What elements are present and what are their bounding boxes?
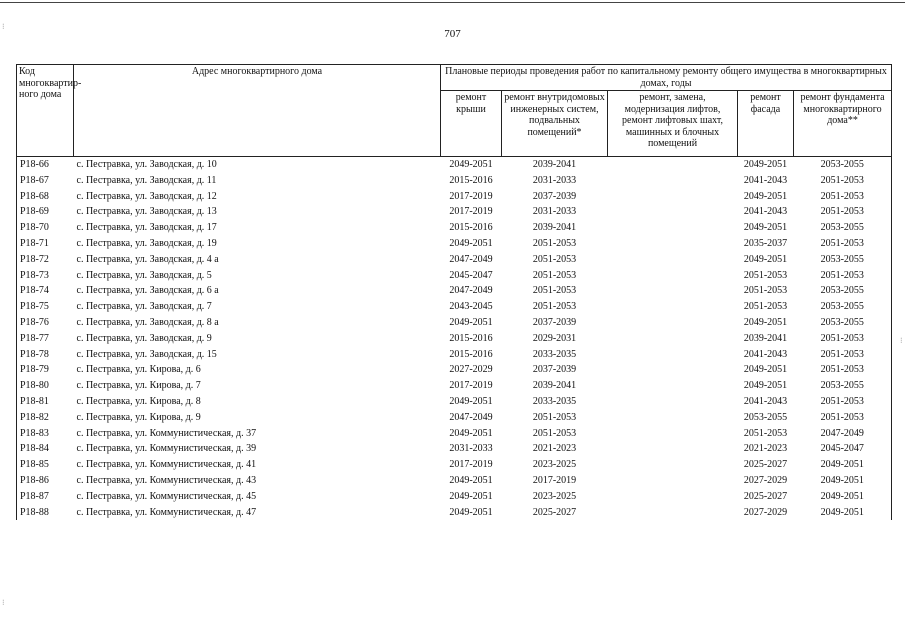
cell-systems: 2051-2053 bbox=[532, 427, 577, 439]
cell-lifts bbox=[608, 457, 738, 473]
cell-roof: 2049-2051 bbox=[449, 506, 493, 518]
top-rule bbox=[0, 2, 905, 3]
cell-address: с. Пестравка, ул. Заводская, д. 15 bbox=[76, 348, 217, 360]
cell-foundation: 2049-2051 bbox=[794, 505, 892, 521]
cell-foundation: 2053-2055 bbox=[794, 220, 892, 236]
cell-systems: 2029-2031 bbox=[532, 332, 577, 344]
table-row bbox=[17, 441, 892, 457]
cell-lifts bbox=[608, 394, 738, 410]
table-row bbox=[17, 189, 892, 205]
cell-lifts bbox=[608, 378, 738, 394]
cell-foundation: 2053-2055 bbox=[794, 252, 892, 268]
scan-mark: ⁝ bbox=[900, 336, 903, 345]
table-row bbox=[17, 204, 892, 220]
table-row bbox=[17, 299, 892, 315]
cell-facade: 2025-2027 bbox=[743, 459, 788, 471]
cell-lifts bbox=[608, 362, 738, 378]
cell-foundation: 2051-2053 bbox=[794, 394, 892, 410]
cell-lifts bbox=[608, 331, 738, 347]
cell-code: Р18-71 bbox=[17, 236, 74, 252]
cell-roof: 2027-2029 bbox=[449, 364, 493, 376]
cell-address: с. Пестравка, ул. Заводская, д. 9 bbox=[76, 332, 212, 344]
cell-facade: 2041-2043 bbox=[743, 174, 788, 186]
cell-roof: 2047-2049 bbox=[449, 285, 493, 297]
cell-code: Р18-82 bbox=[17, 410, 74, 426]
cell-facade: 2049-2051 bbox=[743, 253, 788, 265]
cell-foundation: 2045-2047 bbox=[794, 441, 892, 457]
cell-address: с. Пестравка, ул. Коммунистическая, д. 43 bbox=[76, 474, 257, 486]
cell-foundation: 2051-2053 bbox=[794, 347, 892, 363]
cell-systems: 2039-2041 bbox=[532, 222, 577, 234]
table-row bbox=[17, 457, 892, 473]
cell-roof: 2049-2051 bbox=[449, 159, 493, 170]
cell-facade: 2035-2037 bbox=[743, 237, 788, 249]
cell-address: с. Пестравка, ул. Заводская, д. 13 bbox=[76, 206, 217, 218]
cell-lifts bbox=[608, 173, 738, 189]
table-row bbox=[17, 378, 892, 394]
cell-facade: 2051-2053 bbox=[743, 269, 788, 281]
cell-lifts bbox=[608, 410, 738, 426]
cell-lifts bbox=[608, 505, 738, 521]
cell-lifts bbox=[608, 489, 738, 505]
table-row bbox=[17, 473, 892, 489]
cell-systems: 2033-2035 bbox=[532, 348, 577, 360]
cell-systems: 2023-2025 bbox=[532, 490, 577, 502]
cell-foundation: 2049-2051 bbox=[794, 473, 892, 489]
cell-code: Р18-88 bbox=[17, 505, 74, 521]
cell-systems: 2051-2053 bbox=[532, 411, 577, 423]
cell-code: Р18-86 bbox=[17, 473, 74, 489]
cell-address: с. Пестравка, ул. Кирова, д. 7 bbox=[76, 380, 201, 392]
cell-roof: 2047-2049 bbox=[449, 411, 493, 423]
cell-lifts bbox=[608, 252, 738, 268]
cell-code: Р18-77 bbox=[17, 331, 74, 347]
cell-facade: 2039-2041 bbox=[743, 332, 788, 344]
cell-roof: 2031-2033 bbox=[449, 443, 493, 455]
cell-systems: 2051-2053 bbox=[532, 285, 577, 297]
cell-facade: 2051-2053 bbox=[743, 285, 788, 297]
header-systems: ремонт внутридомовых инженерных систем, подвальных помещений* bbox=[502, 91, 608, 157]
cell-code: Р18-85 bbox=[17, 457, 74, 473]
cell-roof: 2049-2051 bbox=[449, 395, 493, 407]
cell-lifts bbox=[608, 315, 738, 331]
cell-foundation: 2053-2055 bbox=[794, 378, 892, 394]
table-row bbox=[17, 410, 892, 426]
cell-foundation: 2051-2053 bbox=[794, 331, 892, 347]
cell-foundation: 2051-2053 bbox=[794, 173, 892, 189]
cell-roof: 2017-2019 bbox=[449, 190, 493, 202]
cell-facade: 2041-2043 bbox=[743, 348, 788, 360]
cell-code: Р18-79 bbox=[17, 362, 74, 378]
cell-address: с. Пестравка, ул. Кирова, д. 6 bbox=[76, 364, 201, 376]
cell-address: с. Пестравка, ул. Заводская, д. 6 а bbox=[76, 285, 219, 297]
cell-facade: 2027-2029 bbox=[743, 506, 788, 518]
table-row bbox=[17, 362, 892, 378]
cell-foundation: 2053-2055 bbox=[794, 315, 892, 331]
cell-facade: 2049-2051 bbox=[743, 159, 788, 170]
cell-facade: 2041-2043 bbox=[743, 206, 788, 218]
cell-address: с. Пестравка, ул. Коммунистическая, д. 37 bbox=[76, 427, 257, 439]
cell-lifts bbox=[608, 283, 738, 299]
cell-systems: 2031-2033 bbox=[532, 174, 577, 186]
cell-systems: 2021-2023 bbox=[532, 443, 577, 455]
cell-foundation: 2051-2053 bbox=[794, 410, 892, 426]
header-roof: ремонт крыши bbox=[441, 91, 502, 157]
cell-lifts bbox=[608, 189, 738, 205]
cell-systems: 2031-2033 bbox=[532, 206, 577, 218]
cell-lifts bbox=[608, 426, 738, 442]
cell-code: Р18-68 bbox=[17, 189, 74, 205]
cell-systems: 2039-2041 bbox=[532, 159, 577, 170]
cell-roof: 2015-2016 bbox=[449, 222, 493, 234]
cell-foundation: 2049-2051 bbox=[794, 457, 892, 473]
table-row bbox=[17, 347, 892, 363]
cell-lifts bbox=[608, 299, 738, 315]
cell-systems: 2051-2053 bbox=[532, 237, 577, 249]
cell-code: Р18-76 bbox=[17, 315, 74, 331]
table-row bbox=[17, 489, 892, 505]
cell-lifts bbox=[608, 157, 738, 173]
cell-code: Р18-84 bbox=[17, 441, 74, 457]
cell-facade: 2021-2023 bbox=[743, 443, 788, 455]
cell-systems: 2051-2053 bbox=[532, 253, 577, 265]
cell-lifts bbox=[608, 236, 738, 252]
cell-address: с. Пестравка, ул. Кирова, д. 9 bbox=[76, 411, 201, 423]
cell-roof: 2017-2019 bbox=[449, 459, 493, 471]
page-number: 707 bbox=[444, 28, 461, 40]
cell-roof: 2049-2051 bbox=[449, 316, 493, 328]
cell-facade: 2027-2029 bbox=[743, 474, 788, 486]
cell-systems: 2037-2039 bbox=[532, 364, 577, 376]
repair-schedule-table bbox=[16, 64, 892, 520]
table-row bbox=[17, 220, 892, 236]
cell-lifts bbox=[608, 347, 738, 363]
cell-systems: 2033-2035 bbox=[532, 395, 577, 407]
cell-roof: 2047-2049 bbox=[449, 253, 493, 265]
cell-address: с. Пестравка, ул. Заводская, д. 11 bbox=[76, 174, 217, 186]
cell-lifts bbox=[608, 204, 738, 220]
cell-foundation: 2053-2055 bbox=[794, 283, 892, 299]
cell-roof: 2049-2051 bbox=[449, 237, 493, 249]
cell-facade: 2051-2053 bbox=[743, 427, 788, 439]
header-facade: ремонт фасада bbox=[738, 91, 794, 157]
cell-foundation: 2051-2053 bbox=[794, 268, 892, 284]
cell-code: Р18-70 bbox=[17, 220, 74, 236]
table-row bbox=[17, 157, 892, 173]
header-address: Адрес многоквартирного дома bbox=[74, 65, 441, 157]
cell-systems: 2051-2053 bbox=[532, 301, 577, 313]
cell-lifts bbox=[608, 220, 738, 236]
table-row bbox=[17, 331, 892, 347]
cell-code: Р18-67 bbox=[17, 173, 74, 189]
cell-code: Р18-72 bbox=[17, 252, 74, 268]
table-row bbox=[17, 268, 892, 284]
cell-lifts bbox=[608, 473, 738, 489]
cell-address: с. Пестравка, ул. Заводская, д. 10 bbox=[76, 159, 217, 170]
cell-code: Р18-74 bbox=[17, 283, 74, 299]
cell-address: с. Пестравка, ул. Заводская, д. 17 bbox=[76, 222, 217, 234]
cell-systems: 2017-2019 bbox=[532, 474, 577, 486]
cell-address: с. Пестравка, ул. Коммунистическая, д. 47 bbox=[76, 506, 257, 518]
cell-address: с. Пестравка, ул. Кирова, д. 8 bbox=[76, 395, 201, 407]
table-row bbox=[17, 426, 892, 442]
cell-code: Р18-75 bbox=[17, 299, 74, 315]
cell-code: Р18-83 bbox=[17, 426, 74, 442]
cell-lifts bbox=[608, 268, 738, 284]
cell-facade: 2041-2043 bbox=[743, 395, 788, 407]
cell-foundation: 2053-2055 bbox=[794, 299, 892, 315]
cell-code: Р18-73 bbox=[17, 268, 74, 284]
scan-mark: ⁝ bbox=[2, 22, 5, 31]
cell-roof: 2049-2051 bbox=[449, 490, 493, 502]
cell-address: с. Пестравка, ул. Заводская, д. 4 а bbox=[76, 253, 219, 265]
cell-roof: 2017-2019 bbox=[449, 206, 493, 218]
cell-address: с. Пестравка, ул. Заводская, д. 5 bbox=[76, 269, 212, 281]
cell-address: с. Пестравка, ул. Коммунистическая, д. 45 bbox=[76, 490, 257, 502]
cell-code: Р18-87 bbox=[17, 489, 74, 505]
cell-roof: 2017-2019 bbox=[449, 380, 493, 392]
table-row bbox=[17, 505, 892, 521]
header-lifts: ремонт, замена, модернизация лифтов, ремонт лифтовых шахт, машинных и блочных помещений bbox=[608, 91, 738, 157]
cell-address: с. Пестравка, ул. Заводская, д. 7 bbox=[76, 301, 212, 313]
cell-code: Р18-78 bbox=[17, 347, 74, 363]
cell-address: с. Пестравка, ул. Заводская, д. 12 bbox=[76, 190, 217, 202]
cell-roof: 2049-2051 bbox=[449, 427, 493, 439]
table-row bbox=[17, 173, 892, 189]
cell-foundation: 2049-2051 bbox=[794, 489, 892, 505]
cell-foundation: 2051-2053 bbox=[794, 236, 892, 252]
cell-facade: 2025-2027 bbox=[743, 490, 788, 502]
cell-systems: 2037-2039 bbox=[532, 316, 577, 328]
cell-address: с. Пестравка, ул. Заводская, д. 19 bbox=[76, 237, 217, 249]
cell-foundation: 2051-2053 bbox=[794, 204, 892, 220]
cell-roof: 2049-2051 bbox=[449, 474, 493, 486]
cell-facade: 2053-2055 bbox=[743, 411, 788, 423]
cell-foundation: 2051-2053 bbox=[794, 189, 892, 205]
cell-roof: 2045-2047 bbox=[449, 269, 493, 281]
table-row bbox=[17, 283, 892, 299]
cell-systems: 2023-2025 bbox=[532, 459, 577, 471]
cell-foundation: 2051-2053 bbox=[794, 362, 892, 378]
cell-roof: 2015-2016 bbox=[449, 348, 493, 360]
cell-facade: 2049-2051 bbox=[743, 380, 788, 392]
cell-facade: 2049-2051 bbox=[743, 364, 788, 376]
table-row bbox=[17, 252, 892, 268]
cell-facade: 2051-2053 bbox=[743, 301, 788, 313]
cell-facade: 2049-2051 bbox=[743, 316, 788, 328]
table-row bbox=[17, 315, 892, 331]
cell-foundation: 2053-2055 bbox=[794, 157, 892, 173]
cell-systems: 2025-2027 bbox=[532, 506, 577, 518]
cell-foundation: 2047-2049 bbox=[794, 426, 892, 442]
cell-roof: 2015-2016 bbox=[449, 174, 493, 186]
header-code: Код многоквартир-ного дома bbox=[17, 65, 74, 157]
cell-code: Р18-69 bbox=[17, 204, 74, 220]
scan-mark: ⁝ bbox=[2, 598, 5, 607]
cell-code: Р18-66 bbox=[17, 157, 74, 173]
cell-facade: 2049-2051 bbox=[743, 222, 788, 234]
table-body bbox=[17, 157, 892, 521]
cell-roof: 2015-2016 bbox=[449, 332, 493, 344]
cell-address: с. Пестравка, ул. Заводская, д. 8 а bbox=[76, 316, 219, 328]
cell-facade: 2049-2051 bbox=[743, 190, 788, 202]
header-periods: Плановые периоды проведения работ по капитальному ремонту общего имущества в многоквартирных домах, годы bbox=[441, 65, 892, 91]
cell-roof: 2043-2045 bbox=[449, 301, 493, 313]
table-row bbox=[17, 236, 892, 252]
cell-lifts bbox=[608, 441, 738, 457]
cell-code: Р18-81 bbox=[17, 394, 74, 410]
cell-systems: 2037-2039 bbox=[532, 190, 577, 202]
table-row bbox=[17, 394, 892, 410]
cell-systems: 2039-2041 bbox=[532, 380, 577, 392]
cell-code: Р18-80 bbox=[17, 378, 74, 394]
cell-systems: 2051-2053 bbox=[532, 269, 577, 281]
cell-address: с. Пестравка, ул. Коммунистическая, д. 39 bbox=[76, 443, 257, 455]
cell-address: с. Пестравка, ул. Коммунистическая, д. 41 bbox=[76, 459, 257, 471]
header-foundation: ремонт фундамента многоквартирного дома** bbox=[794, 91, 892, 157]
